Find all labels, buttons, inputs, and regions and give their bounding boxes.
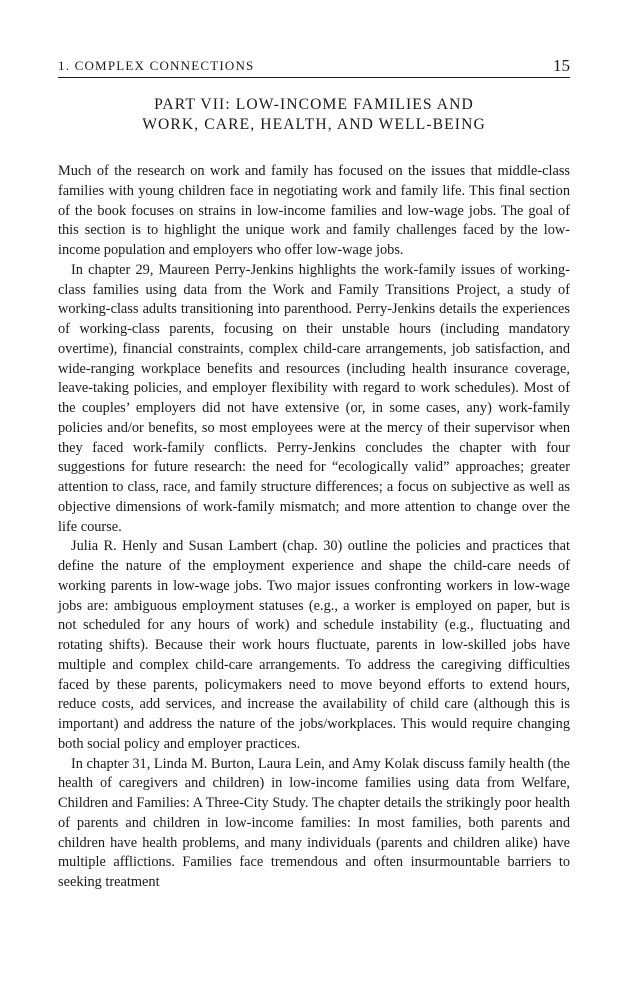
part-heading-line-1: PART VII: LOW-INCOME FAMILIES AND — [154, 96, 474, 113]
running-header — [58, 52, 570, 78]
page-number: 15 — [553, 56, 570, 75]
book-page — [58, 52, 570, 893]
paragraph-chapter-30: Julia R. Henly and Susan Lambert (chap. 30) outline the policies and practices that define the nature of the employment experience and shape the child-care needs of working parents in low-wage jobs. Two major issues confronting workers in low-wage jobs are: ambiguous employment statuses (e.g., a worker is employed on paper, but is not scheduled for any hours of work) and schedule instability (e.g., fluctuating and rotating shifts). Because their work hours fluctuate, parents in low-skilled jobs have multiple and complex child-care arrangements. To address the caregiving difficulties faced by these parents, policymakers need to move beyond efforts to extend hours, reduce costs, add services, and increase the availability of child care (although this is important) and address the nature of the jobs/workplaces. This would require changing both social policy and employer practices. — [58, 538, 570, 752]
part-heading — [58, 95, 570, 135]
paragraph-chapter-31: In chapter 31, Linda M. Burton, Laura Lein, and Amy Kolak discuss family health (the health of caregivers and children) in low-income families using data from Welfare, Children and Families: A Three-City Study. The chapter details the strikingly poor health of parents and children in low-income families: In most families, both parents and children have health problems, and many individuals (parents and children alike) have multiple afflictions. Families face tremendous and often insurmountable barriers to seeking treatment — [58, 755, 570, 890]
body-text — [58, 162, 570, 893]
part-heading-line-2: WORK, CARE, HEALTH, AND WELL-BEING — [142, 116, 486, 133]
paragraph-intro: Much of the research on work and family has focused on the issues that middle-class families with young children face in negotiating work and family life. This final section of the book focuses on strains in low-income families and low-wage jobs. The goal of this section is to highlight the unique work and family challenges faced by the low-income population and employers who offer low-wage jobs. — [58, 163, 570, 258]
running-title: 1. COMPLEX CONNECTIONS — [58, 58, 255, 73]
paragraph-chapter-29: In chapter 29, Maureen Perry-Jenkins highlights the work-family issues of working-class families using data from the Work and Family Transitions Project, a study of working-class adults transitioning into parenthood. Perry-Jenkins details the experiences of working-class parents, focusing on their unstable hours (including mandatory overtime), financial constraints, complex child-care arrangements, job satisfaction, and wide-ranging workplace benefits and resources (including health insurance coverage, leave-taking policies, and employer flexibility with regard to work schedules). Most of the couples’ employers did not have extensive (or, in some cases, any) work-family policies and/or benefits, so most employees were at the mercy of their supervisor when they faced work-family conflicts. Perry-Jenkins concludes the chapter with four suggestions for future research: the need for “ecologically valid” approaches; greater attention to class, race, and family structure differences; a focus on subjective as well as objective dimensions of work-family mismatch; and more attention to change over the life course. — [58, 261, 570, 535]
